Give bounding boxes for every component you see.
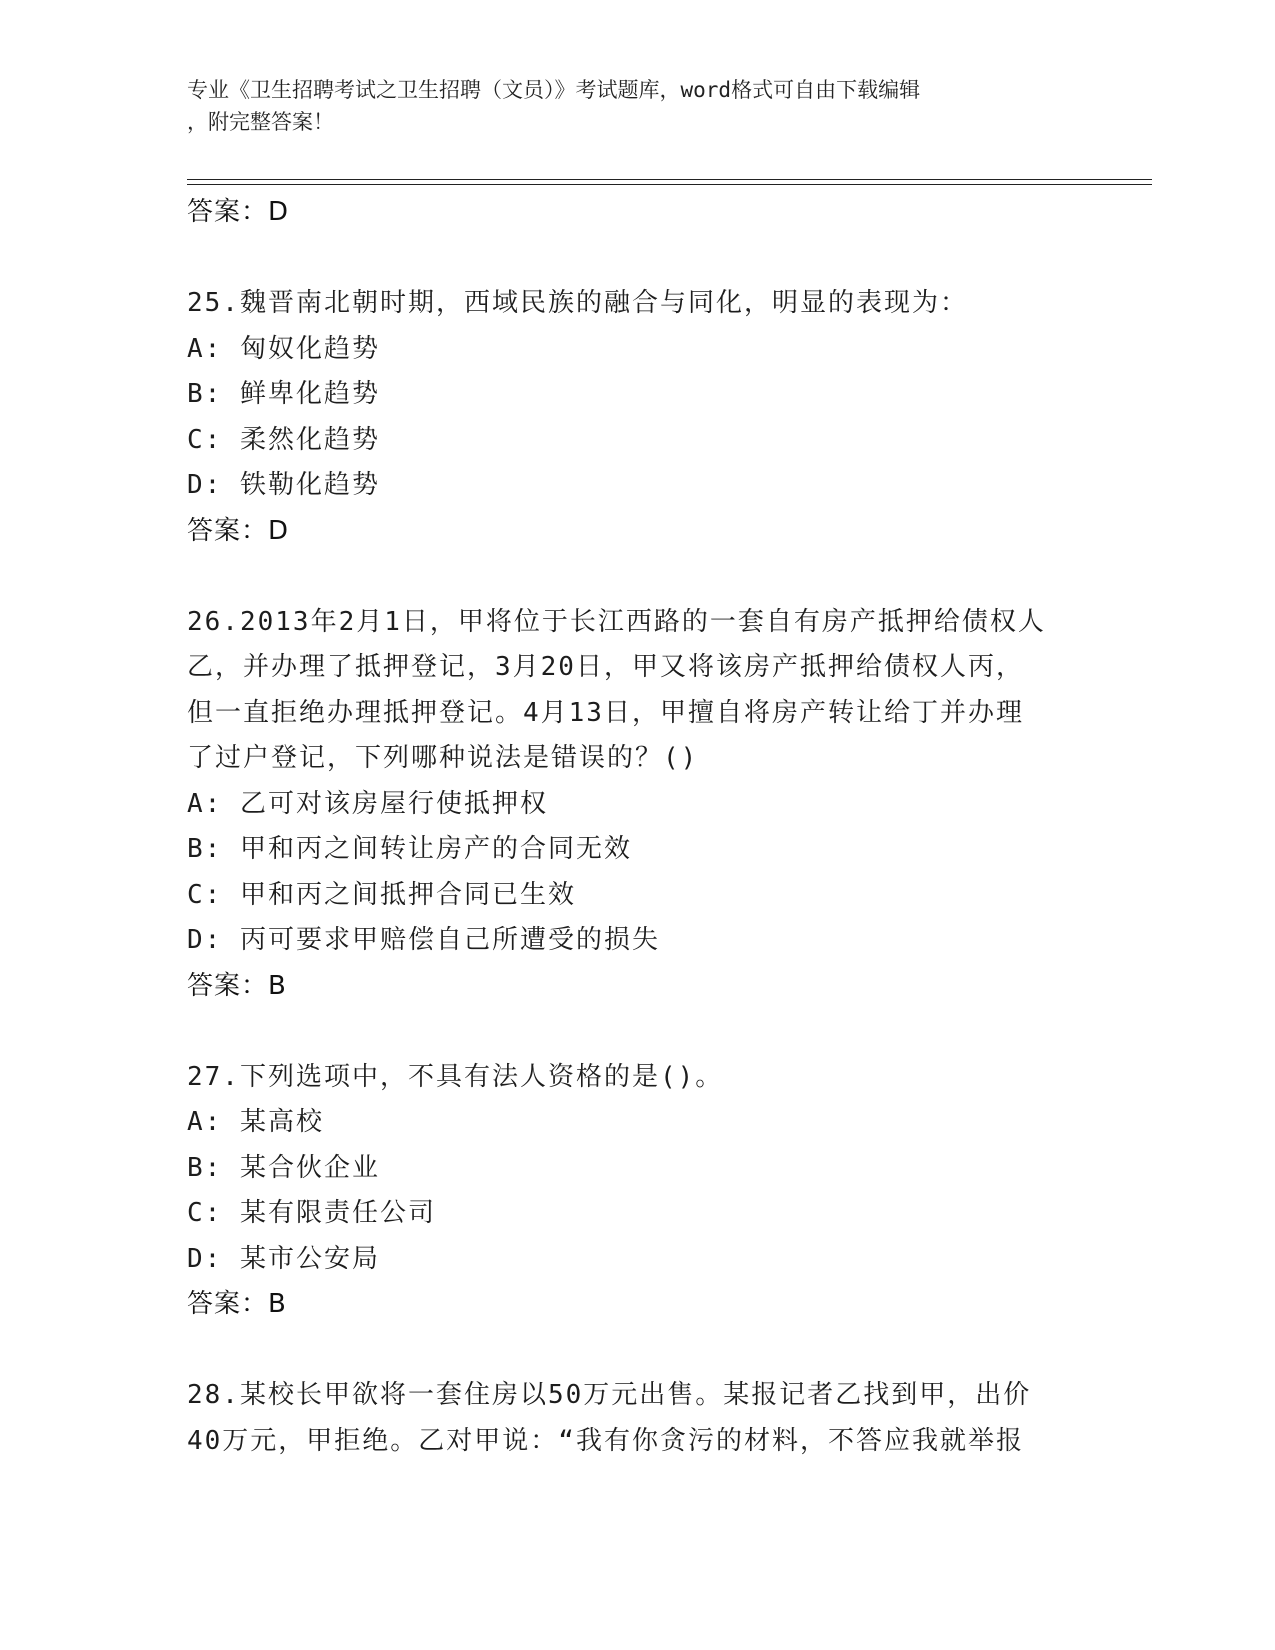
option-d: D: 丙可要求甲赔偿自己所遭受的损失 [187, 925, 660, 955]
header-divider-bottom [187, 184, 1152, 185]
option-d: D: 铁勒化趋势 [187, 470, 380, 500]
page-header [187, 74, 1067, 138]
question-stem-line-3: 但一直拒绝办理抵押登记。4月13日，甲擅自将房产转让给丁并办理 [187, 697, 1024, 728]
question-stem-line-4: 了过户登记，下列哪种说法是错误的？() [187, 743, 699, 773]
header-line-1: 专业《卫生招聘考试之卫生招聘（文员）》考试题库，word格式可自由下载编辑 [187, 78, 921, 102]
option-b: B: 甲和丙之间转让房产的合同无效 [187, 834, 632, 864]
question-25 [187, 281, 1087, 554]
option-c: C: 柔然化趋势 [187, 424, 380, 455]
question-stem: 25.魏晋南北朝时期，西域民族的融合与同化，明显的表现为： [187, 288, 968, 318]
question-27 [187, 1055, 1087, 1328]
option-a: A: 某高校 [187, 1107, 324, 1137]
spacer [187, 554, 1087, 600]
option-a: A: 匈奴化趋势 [187, 333, 380, 364]
answer: 答案：B [187, 970, 287, 1001]
option-b: B: 鲜卑化趋势 [187, 379, 380, 409]
option-b: B: 某合伙企业 [187, 1152, 380, 1183]
question-stem-line-2: 乙，并办理了抵押登记，3月20日，甲又将该房产抵押给债权人丙， [187, 652, 1024, 682]
spacer [187, 1009, 1087, 1055]
question-stem: 27.下列选项中，不具有法人资格的是()。 [187, 1061, 724, 1092]
option-c: C: 某有限责任公司 [187, 1198, 436, 1228]
spacer [187, 1328, 1087, 1374]
question-28 [187, 1373, 1087, 1464]
question-stem-line-1: 28.某校长甲欲将一套住房以50万元出售。某报记者乙找到甲，出价 [187, 1380, 1032, 1410]
header-divider-top [187, 179, 1152, 180]
spacer [187, 236, 1087, 282]
question-26 [187, 600, 1087, 1010]
option-a: A: 乙可对该房屋行使抵押权 [187, 788, 548, 819]
previous-answer: 答案：D [187, 197, 290, 227]
question-stem-line-1: 26.2013年2月1日，甲将位于长江西路的一套自有房产抵押给债权人 [187, 606, 1046, 637]
question-list [187, 190, 1087, 1464]
answer: 答案：D [187, 515, 290, 546]
question-stem-line-2: 40万元，甲拒绝。乙对甲说：“我有你贪污的材料，不答应我就举报 [187, 1425, 1024, 1456]
option-c: C: 甲和丙之间抵押合同已生效 [187, 879, 576, 910]
header-line-2: ，附完整答案！ [187, 110, 334, 134]
answer: 答案：B [187, 1289, 287, 1319]
option-d: D: 某市公安局 [187, 1243, 380, 1274]
